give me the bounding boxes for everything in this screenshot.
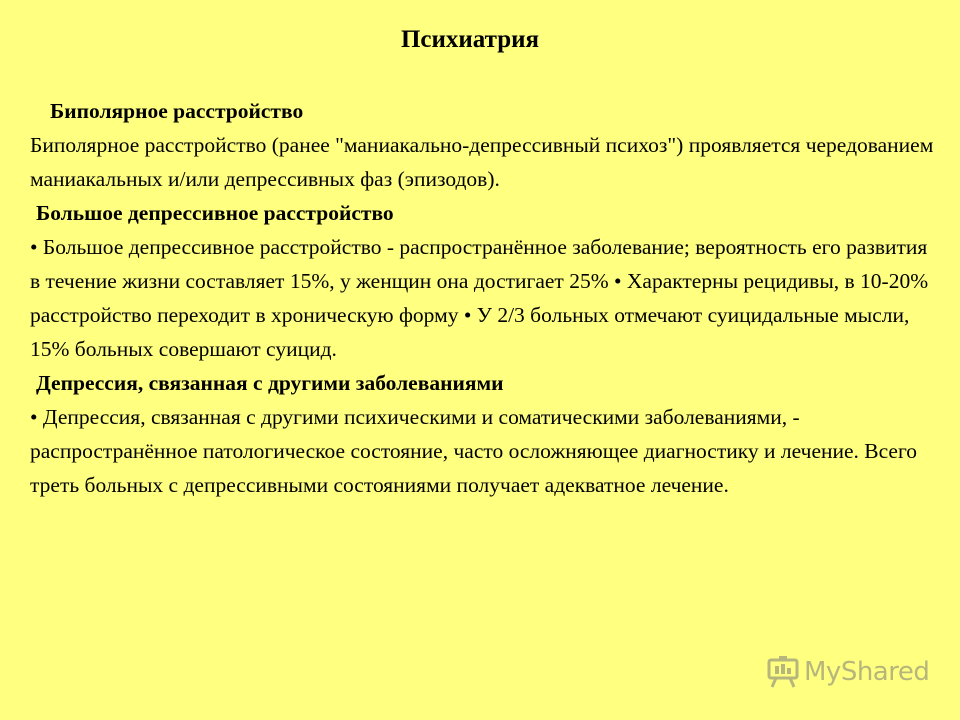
watermark-text: MyShared — [804, 657, 930, 687]
section-heading-comorbid-depression: Депрессия, связанная с другими заболеваниями — [36, 371, 504, 395]
presentation-board-icon — [766, 656, 800, 688]
section-text-comorbid-depression: • Депрессия, связанная с другими психическими и соматическими заболеваниями, - распространённое патологическое состояние, часто осложняющее диагностику и лечение. Всего треть больных с депрессивными состояниями получает адекватное лечение. — [30, 405, 918, 497]
section-text-major-depressive: • Большое депрессивное расстройство - распространённое заболевание; вероятность его развития в течение жизни составляет 15%, у женщин она достигает 25% • Характерны рецидивы, в 10-20% расстройство переходит в хроническую форму • У 2/3 больных отмечают суицидальные мысли, 15% больных совершают суицид. — [30, 235, 929, 361]
section-text-bipolar: Биполярное расстройство (ранее "маниакально-депрессивный психоз") проявляется чередованием маниакальных и/или депрессивных фаз (эпизодов). — [30, 133, 934, 191]
myshared-watermark — [766, 654, 930, 690]
slide-title: Психиатрия — [400, 26, 540, 53]
section-heading-major-depressive: Большое депрессивное расстройство — [36, 201, 394, 225]
slide-body — [30, 94, 940, 502]
section-heading-bipolar: Биполярное расстройство — [50, 99, 304, 123]
